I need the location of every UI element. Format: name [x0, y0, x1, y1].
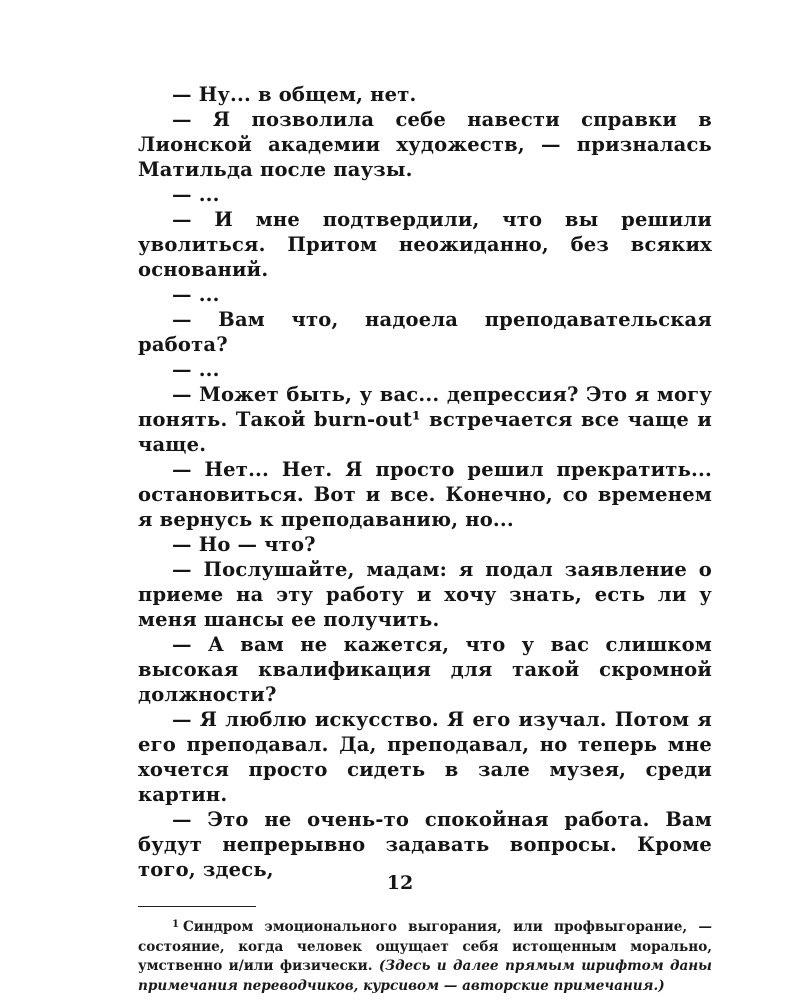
paragraph: — Но — что?	[172, 533, 316, 556]
footnote-text: Синдром эмоционального выгорания, или профвыгорание, — состояние, когда человек ощущает себя истощенным морально, умственно и/или физически.	[138, 919, 712, 974]
paragraph: — Послушайте, мадам: я подал заявление о приеме на эту работу и хочу знать, есть ли у меня шансы ее получить.	[138, 558, 712, 631]
footnote-marker: 1	[172, 919, 179, 930]
footnote	[138, 915, 712, 996]
page-body	[138, 82, 712, 996]
footnote-italic-note: (Здесь и далее прямым шрифтом даны примечания переводчиков, курсивом — авторские примечания.)	[138, 958, 712, 994]
paragraph: — А вам не кажется, что у вас слишком высокая квалификация для такой скромной должности?	[138, 633, 712, 706]
paragraph: — Это не очень-то спокойная работа. Вам будут непрерывно задавать вопросы. Кроме того, здесь,	[138, 808, 712, 881]
paragraph: — Вам что, надоела преподавательская работа?	[138, 308, 712, 356]
paragraph: — ...	[172, 283, 220, 306]
paragraph: — ...	[172, 183, 220, 206]
paragraph: — Может быть, у вас... депрессия? Это я могу понять. Такой burn-out¹ встречается все чаще и чаще.	[138, 383, 712, 456]
footnote-divider	[138, 906, 256, 907]
paragraph: — И мне подтвердили, что вы решили уволиться. Притом неожиданно, без всяких оснований.	[138, 208, 712, 281]
paragraph: — Я позволила себе навести справки в Лионской академии художеств, — призналась Матильда после паузы.	[138, 108, 712, 181]
page-number: 12	[386, 872, 414, 894]
paragraph: — Я люблю искусство. Я его изучал. Потом я его преподавал. Да, преподавал, но теперь мне хочется просто сидеть в зале музея, среди картин.	[138, 708, 712, 806]
paragraph: — ...	[172, 358, 220, 381]
paragraph: — Ну... в общем, нет.	[172, 83, 417, 106]
paragraph: — Нет... Нет. Я просто решил прекратить... остановиться. Вот и все. Конечно, со временем я вернусь к преподаванию, но...	[138, 458, 712, 531]
